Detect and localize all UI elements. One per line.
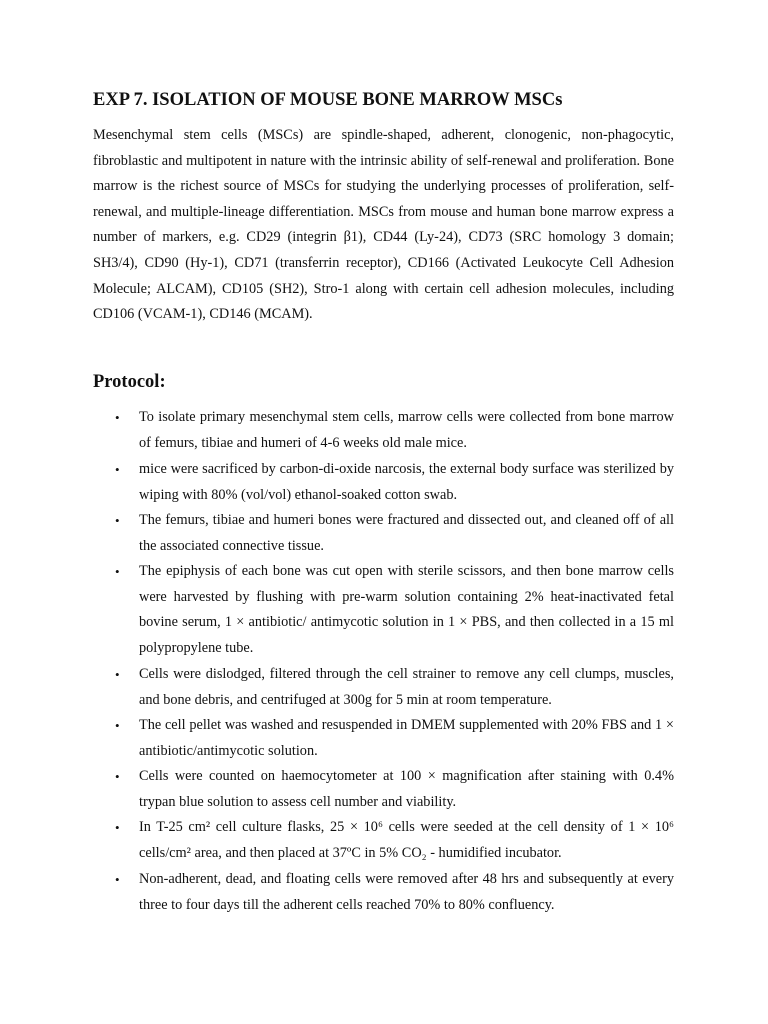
list-item (115, 662, 674, 713)
bullet-icon: • (115, 872, 120, 887)
bullet-icon: • (115, 410, 120, 425)
list-item-text: The cell pellet was washed and resuspended in DMEM supplemented with 20% FBS and 1 × antibiotic/antimycotic solution. (139, 717, 674, 759)
list-item (115, 713, 674, 764)
list-item (115, 457, 674, 508)
list-item-text: The epiphysis of each bone was cut open with sterile scissors, and then bone marrow cells were harvested by flushing with pre-warm solution containing 2% heat-inactivated fetal bovine serum, 1 × antibiotic/ antimycotic solution in 1 × PBS, and then collected in a 15 ml polypropylene tube. (139, 563, 674, 656)
list-item (115, 764, 674, 815)
list-item-text: To isolate primary mesenchymal stem cells, marrow cells were collected from bone marrow of femurs, tibiae and humeri of 4-6 weeks old male mice. (139, 409, 674, 451)
list-item (115, 559, 674, 661)
list-item-text: Non-adherent, dead, and floating cells were removed after 48 hrs and subsequently at every three to four days till the adherent cells reached 70% to 80% confluency. (139, 871, 674, 913)
bullet-icon: • (115, 667, 120, 682)
list-item (115, 867, 674, 918)
bullet-icon: • (115, 820, 120, 835)
list-item (115, 815, 674, 866)
bullet-icon: • (115, 718, 120, 733)
list-item-text: mice were sacrificed by carbon-di-oxide narcosis, the external body surface was sterilized by wiping with 80% (vol/vol) ethanol-soaked cotton swab. (139, 461, 674, 503)
list-item-text: Cells were dislodged, filtered through the cell strainer to remove any cell clumps, muscles, and bone debris, and centrifuged at 300g for 5 min at room temperature. (139, 666, 674, 708)
list-item-text: Cells were counted on haemocytometer at 100 × magnification after staining with 0.4% trypan blue solution to assess cell number and viability. (139, 768, 674, 810)
list-item-text: In T-25 cm² cell culture flasks, 25 × 10⁶ cells were seeded at the cell density of 1 × 10⁶ cells/cm² area, and then placed at 37ºC in 5% CO₂ - humidified incubator. (139, 819, 674, 861)
bullet-icon: • (115, 564, 120, 579)
intro-paragraph: Mesenchymal stem cells (MSCs) are spindle-shaped, adherent, clonogenic, non-phagocytic, fibroblastic and multipotent in nature with the intrinsic ability of self-renewal and proliferation. Bone marrow is the richest source of MSCs for studying the underlying processes of proliferation, self-renewal, and multiple-lineage differentiation. MSCs from mouse and human bone marrow express a number of markers, e.g. CD29 (integrin β1), CD44 (Ly-24), CD73 (SRC homology 3 domain; SH3/4), CD90 (Hy-1), CD71 (transferrin receptor), CD166 (Activated Leukocyte Cell Adhesion Molecule; ALCAM), CD105 (SH2), Stro-1 along with certain cell adhesion molecules, including CD106 (VCAM-1), CD146 (MCAM). (93, 127, 674, 323)
page-title: EXP 7. ISOLATION OF MOUSE BONE MARROW MSCs (93, 90, 563, 110)
protocol-heading: Protocol: (93, 372, 166, 392)
list-item (115, 405, 674, 456)
bullet-icon: • (115, 769, 120, 784)
list-item (115, 508, 674, 559)
bullet-icon: • (115, 462, 120, 477)
list-item-text: The femurs, tibiae and humeri bones were fractured and dissected out, and cleaned off of all the associated connective tissue. (139, 512, 674, 554)
bullet-icon: • (115, 513, 120, 528)
